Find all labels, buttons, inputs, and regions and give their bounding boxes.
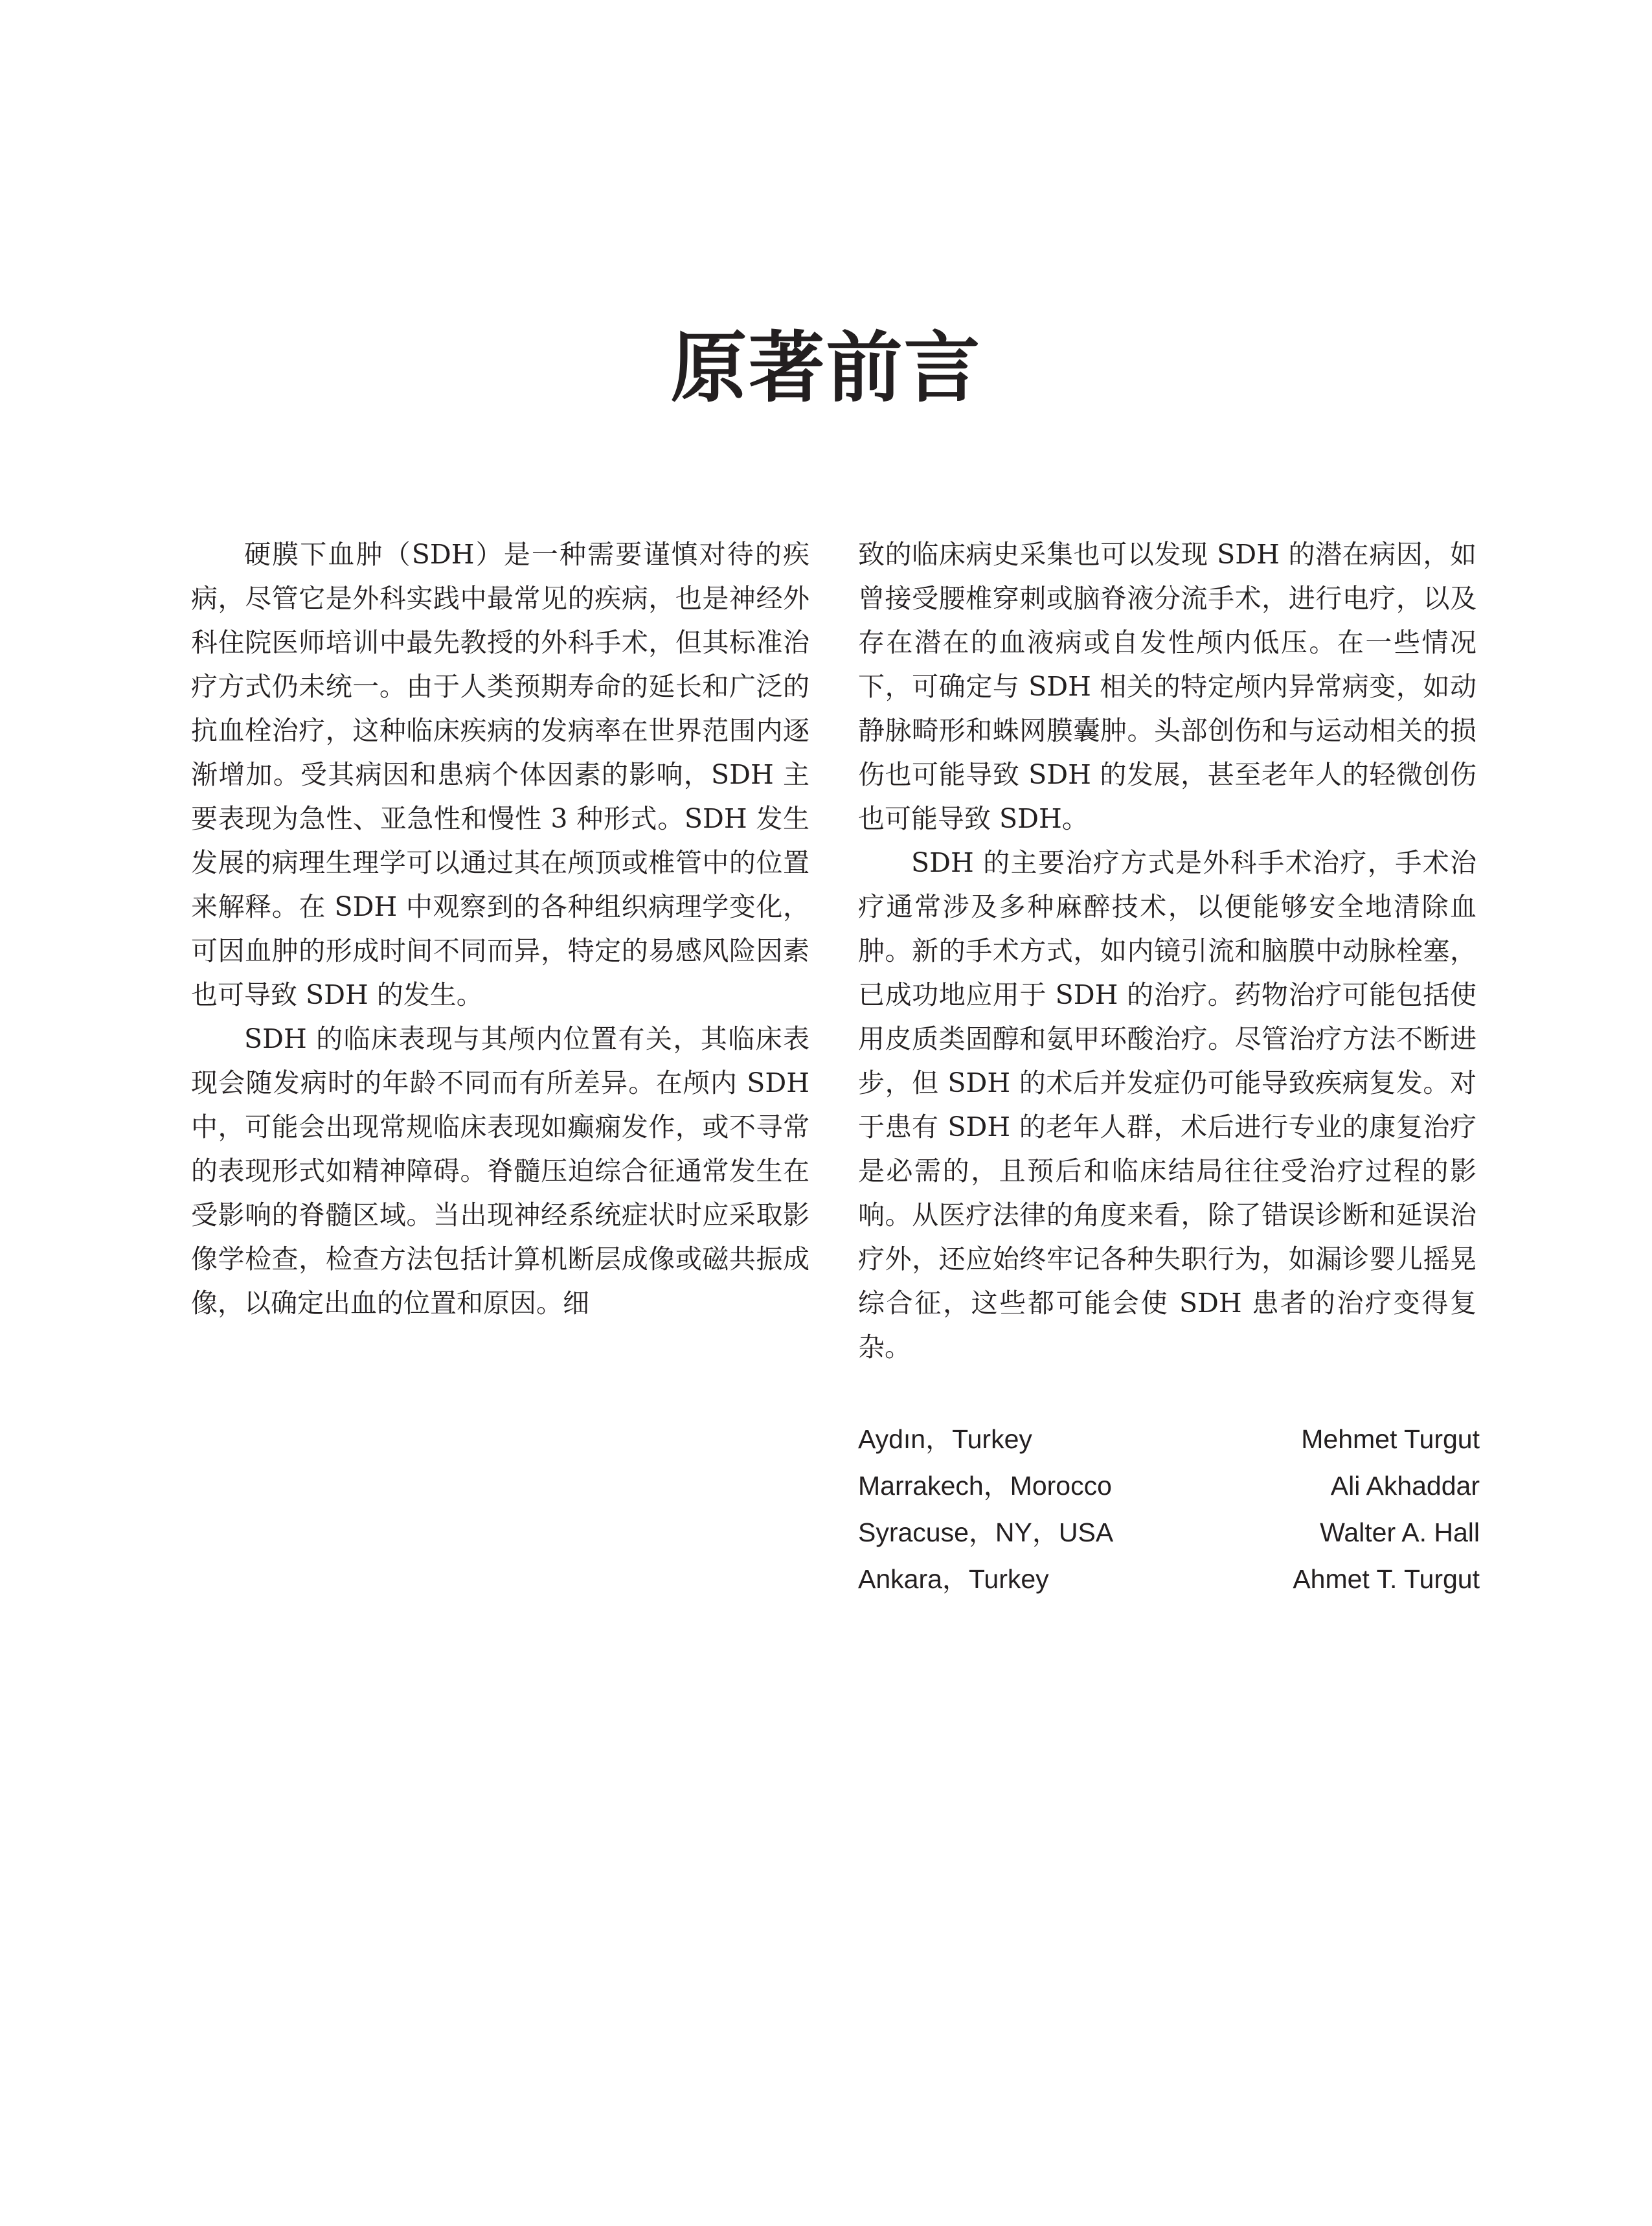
left-column xyxy=(191,532,809,1325)
signature-name: Walter A. Hall xyxy=(1320,1517,1480,1547)
signature-name: Ahmet T. Turgut xyxy=(1293,1564,1480,1594)
signature-place: Aydın，Turkey xyxy=(858,1424,1032,1454)
paragraph-2: SDH 的临床表现与其颅内位置有关，其临床表现会随发病时的年龄不同而有所差异。在颅内 SDH 中，可能会出现常规临床表现如癫痫发作，或不寻常的表现形式如精神障碍。脊髓压迫综合征通常发生在受影响的脊髓区域。当出现神经系统症状时应采取影像学检查，检查方法包括计算机断层成像或磁共振成像，以确定出血的位置和原因。细 xyxy=(191,1023,809,1319)
signature-place: Ankara，Turkey xyxy=(858,1564,1049,1594)
signature-place: Syracuse，NY，USA xyxy=(858,1517,1114,1547)
signature-row xyxy=(858,1462,1480,1509)
paragraph-3: SDH 的主要治疗方式是外科手术治疗，手术治疗通常涉及多种麻醉技术，以便能够安全地清除血肿。新的手术方式，如内镜引流和脑膜中动脉栓塞，已成功地应用于 SDH 的治疗。药物治疗可能包括使用皮质类固醇和氨甲环酸治疗。尽管治疗方法不断进步，但 SDH 的术后并发症仍可能导致疾病复发。对于患有 SDH 的老年人群，术后进行专业的康复治疗是必需的，且预后和临床结局往往受治疗过程的影响。从医疗法律的角度来看，除了错误诊断和延误治疗外，还应始终牢记各种失职行为，如漏诊婴儿摇晃综合征，这些都可能会使 SDH 患者的治疗变得复杂。 xyxy=(858,847,1477,1363)
page-title: 原著前言 xyxy=(670,323,982,413)
signature-row xyxy=(858,1416,1480,1462)
paragraph-2-continued: 致的临床病史采集也可以发现 SDH 的潜在病因，如曾接受腰椎穿刺或脑脊液分流手术，进行电疗，以及存在潜在的血液病或自发性颅内低压。在一些情况下，可确定与 SDH 相关的特定颅内异常病变，如动静脉畸形和蛛网膜囊肿。头部创伤和与运动相关的损伤也可能导致 SDH 的发展，甚至老年人的轻微创伤也可能导致 SDH。 xyxy=(858,539,1477,834)
paragraph-1: 硬膜下血肿（SDH）是一种需要谨慎对待的疾病，尽管它是外科实践中最常见的疾病，也是神经外科住院医师培训中最先教授的外科手术，但其标准治疗方式仍未统一。由于人类预期寿命的延长和广泛的抗血栓治疗，这种临床疾病的发病率在世界范围内逐渐增加。受其病因和患病个体因素的影响，SDH 主要表现为急性、亚急性和慢性 3 种形式。SDH 发生发展的病理生理学可以通过其在颅顶或椎管中的位置来解释。在 SDH 中观察到的各种组织病理学变化，可因血肿的形成时间不同而异，特定的易感风险因素也可导致 SDH 的发生。 xyxy=(191,539,809,1010)
signature-block xyxy=(858,1416,1480,1602)
signature-row xyxy=(858,1509,1480,1556)
signature-name: Mehmet Turgut xyxy=(1301,1424,1480,1454)
signature-place: Marrakech，Morocco xyxy=(858,1471,1112,1501)
signature-name: Ali Akhaddar xyxy=(1330,1471,1480,1501)
signature-row xyxy=(858,1556,1480,1602)
right-column xyxy=(858,532,1477,1369)
